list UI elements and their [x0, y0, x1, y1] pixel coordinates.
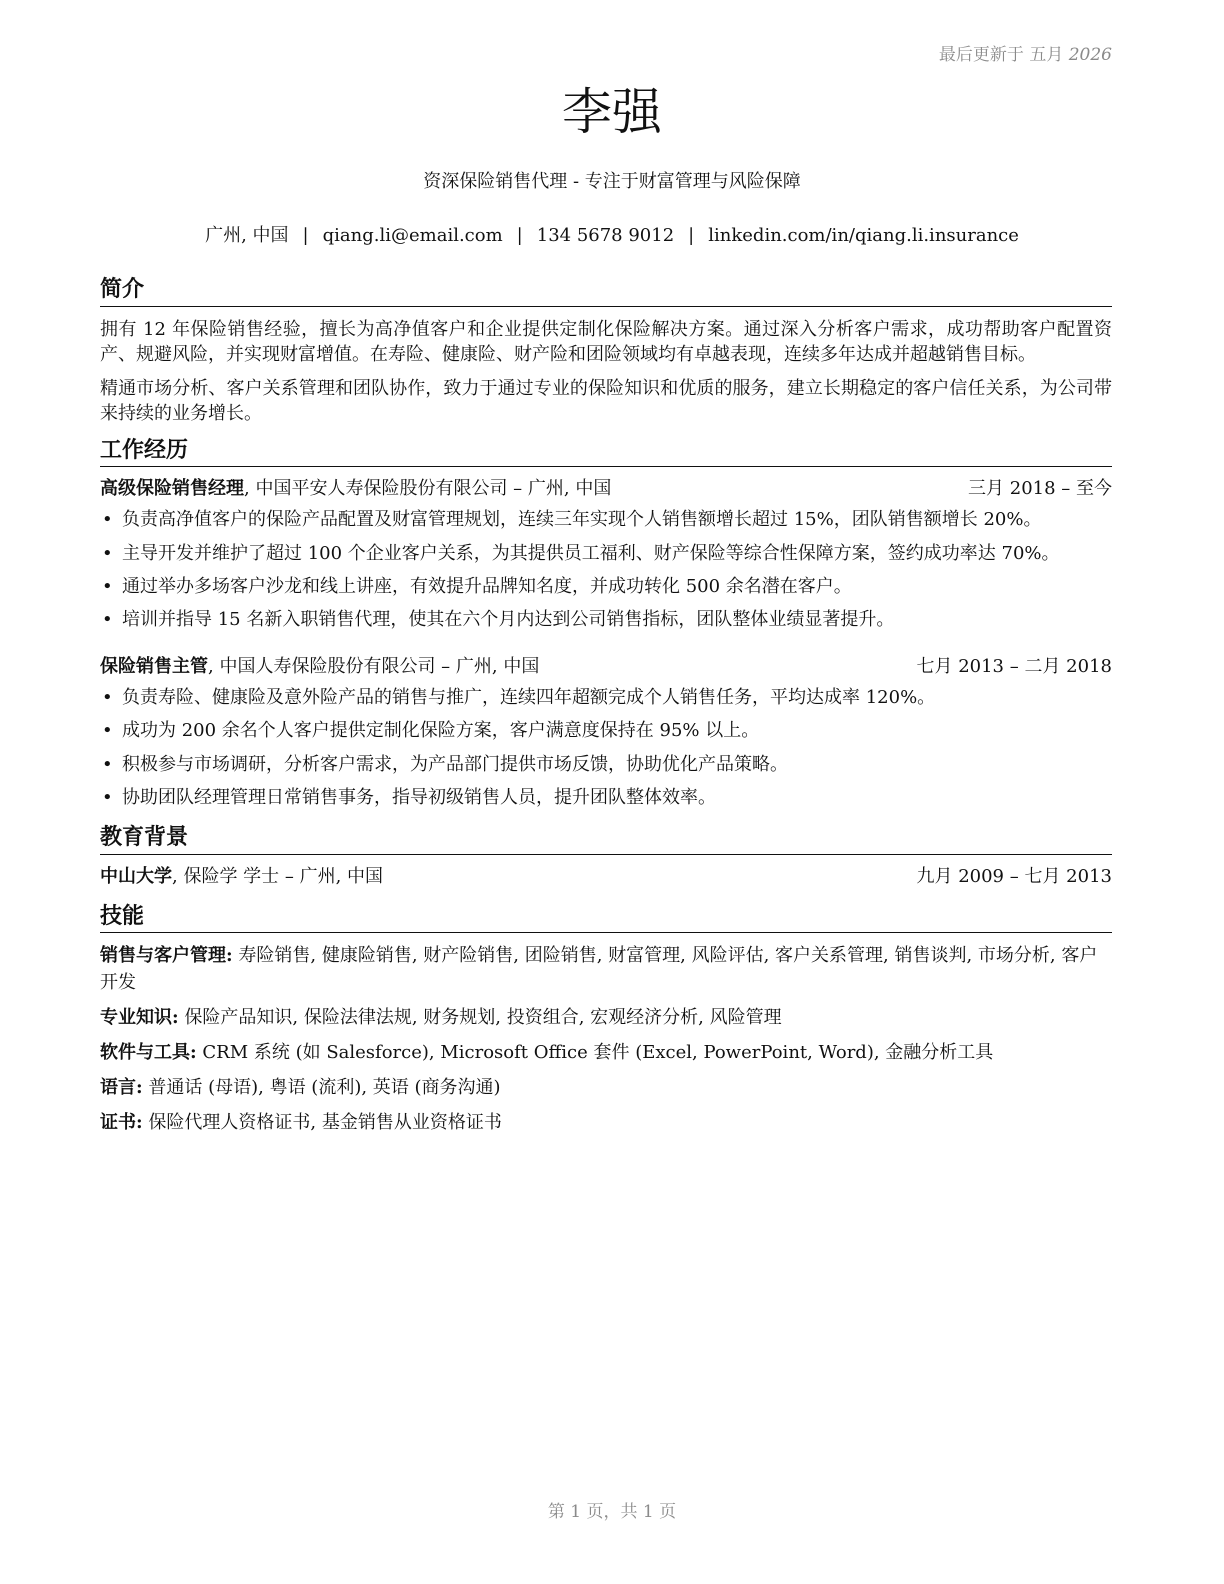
- job-heading: [100, 477, 611, 501]
- skill-value: CRM 系统 (如 Salesforce), Microsoft Office 套件 (Excel, PowerPoint, Word), 金融分析工具: [196, 1041, 994, 1063]
- job-bullet: [100, 570, 1112, 603]
- section-title-education: 教育背景: [100, 824, 1112, 855]
- skill-value: 寿险销售, 健康险销售, 财产险销售, 团险销售, 财富管理, 风险评估, 客户关系管理, 销售谈判, 市场分析, 客户开发: [100, 945, 1098, 993]
- skills-section: [100, 903, 1112, 1136]
- job-bullet: [100, 681, 1112, 714]
- last-updated-year: 2026: [1068, 45, 1112, 65]
- bullet-dot: •: [102, 509, 113, 531]
- skill-label: 证书:: [100, 1111, 143, 1133]
- job-bullet: [100, 603, 1112, 636]
- contact-location: 广州, 中国: [205, 225, 289, 246]
- job-company: , 中国平安人寿保险股份有限公司 – 广州, 中国: [244, 478, 612, 500]
- job-dates: 三月 2018 – 至今: [968, 478, 1112, 500]
- skill-value: 普通话 (母语), 粤语 (流利), 英语 (商务沟通): [142, 1076, 501, 1098]
- job-bullet: [100, 748, 1112, 781]
- resume-body: [100, 276, 1112, 1146]
- contact-email[interactable]: qiang.li@email.com: [322, 225, 503, 246]
- skill-label: 语言:: [100, 1076, 143, 1098]
- experience-section: [100, 437, 1112, 814]
- bullet-dot: •: [102, 753, 113, 775]
- job-title: 高级保险销售经理: [100, 478, 244, 500]
- job-bullet-text: 通过举办多场客户沙龙和线上讲座，有效提升品牌知名度，并成功转化 500 余名潜在客户。: [122, 576, 852, 598]
- page-footer: 第 1 页，共 1 页: [547, 1502, 677, 1522]
- skill-value: 保险产品知识, 保险法律法规, 财务规划, 投资组合, 宏观经济分析, 风险管理: [178, 1006, 782, 1028]
- bullet-dot: •: [102, 686, 113, 708]
- skill-row: [100, 1005, 1112, 1031]
- job-bullet-text: 成功为 200 余名个人客户提供定制化保险方案，客户满意度保持在 95% 以上。: [122, 720, 760, 742]
- bullet-dot: •: [102, 720, 113, 742]
- job-entry: [100, 655, 1112, 814]
- job-bullets: [100, 503, 1112, 636]
- contact-separator: |: [302, 225, 309, 246]
- last-updated: [939, 44, 1112, 67]
- job-bullet-text: 积极参与市场调研，分析客户需求，为产品部门提供市场反馈，协助优化产品策略。: [122, 753, 788, 775]
- skill-row: [100, 1040, 1112, 1066]
- school-name: 中山大学: [100, 865, 172, 887]
- bullet-dot: •: [102, 786, 113, 808]
- skill-label: 专业知识:: [100, 1006, 179, 1028]
- contact-separator: |: [688, 225, 695, 246]
- degree-detail: , 保险学 学士 – 广州, 中国: [172, 865, 384, 887]
- contact-line: [0, 224, 1224, 248]
- job-title: 保险销售主管: [100, 655, 208, 677]
- section-title-experience: 工作经历: [100, 437, 1112, 468]
- education-dates: 九月 2009 – 七月 2013: [916, 865, 1112, 887]
- contact-linkedin[interactable]: linkedin.com/in/qiang.li.insurance: [708, 225, 1019, 246]
- job-bullet: [100, 503, 1112, 536]
- job-dates: 七月 2013 – 二月 2018: [916, 655, 1112, 677]
- job-bullet: [100, 781, 1112, 814]
- skill-label: 软件与工具:: [100, 1041, 197, 1063]
- job-bullets: [100, 681, 1112, 814]
- headline: 资深保险销售代理 - 专注于财富管理与风险保障: [423, 171, 801, 192]
- education-entry: [100, 865, 1112, 889]
- education-section: [100, 824, 1112, 889]
- skill-row: [100, 943, 1112, 995]
- summary-paragraph: 拥有 12 年保险销售经验，擅长为高净值客户和企业提供定制化保险解决方案。通过深入分析客户需求，成功帮助客户配置资产、规避风险，并实现财富增值。在寿险、健康险、财产险和团险领域均有卓越表现，连续多年达成并超越销售目标。: [100, 318, 1112, 366]
- summary-section: [100, 276, 1112, 427]
- skill-row: [100, 1075, 1112, 1101]
- job-bullet: [100, 537, 1112, 570]
- last-updated-prefix: 最后更新于 五月: [938, 45, 1064, 65]
- skill-row: [100, 1110, 1112, 1136]
- education-heading: [100, 865, 383, 889]
- contact-phone: 134 5678 9012: [536, 225, 675, 246]
- job-bullet: [100, 714, 1112, 747]
- job-bullet-text: 主导开发并维护了超过 100 个企业客户关系，为其提供员工福利、财产保险等综合性保障方案，签约成功率达 70%。: [122, 542, 1060, 564]
- bullet-dot: •: [102, 576, 113, 598]
- job-bullet-text: 负责高净值客户的保险产品配置及财富管理规划，连续三年实现个人销售额增长超过 15%，团队销售额增长 20%。: [122, 509, 1042, 531]
- job-header: [100, 655, 1112, 679]
- job-header: [100, 477, 1112, 501]
- contact-separator: |: [516, 225, 523, 246]
- job-company: , 中国人寿保险股份有限公司 – 广州, 中国: [208, 655, 540, 677]
- bullet-dot: •: [102, 542, 113, 564]
- section-title-summary: 简介: [100, 276, 1112, 307]
- job-bullet-text: 培训并指导 15 名新入职销售代理，使其在六个月内达到公司销售指标，团队整体业绩显著提升。: [122, 609, 895, 631]
- candidate-name: 李强: [562, 83, 662, 141]
- job-bullet-text: 协助团队经理管理日常销售事务，指导初级销售人员，提升团队整体效率。: [122, 786, 716, 808]
- job-bullet-text: 负责寿险、健康险及意外险产品的销售与推广，连续四年超额完成个人销售任务，平均达成率 120%。: [122, 686, 936, 708]
- summary-paragraph: 精通市场分析、客户关系管理和团队协作，致力于通过专业的保险知识和优质的服务，建立长期稳定的客户信任关系，为公司带来持续的业务增长。: [100, 377, 1112, 425]
- job-heading: [100, 655, 539, 679]
- section-title-skills: 技能: [100, 903, 1112, 934]
- job-entry: [100, 477, 1112, 636]
- skill-value: 保险代理人资格证书, 基金销售从业资格证书: [142, 1111, 502, 1133]
- skill-label: 销售与客户管理:: [100, 945, 233, 967]
- bullet-dot: •: [102, 609, 113, 631]
